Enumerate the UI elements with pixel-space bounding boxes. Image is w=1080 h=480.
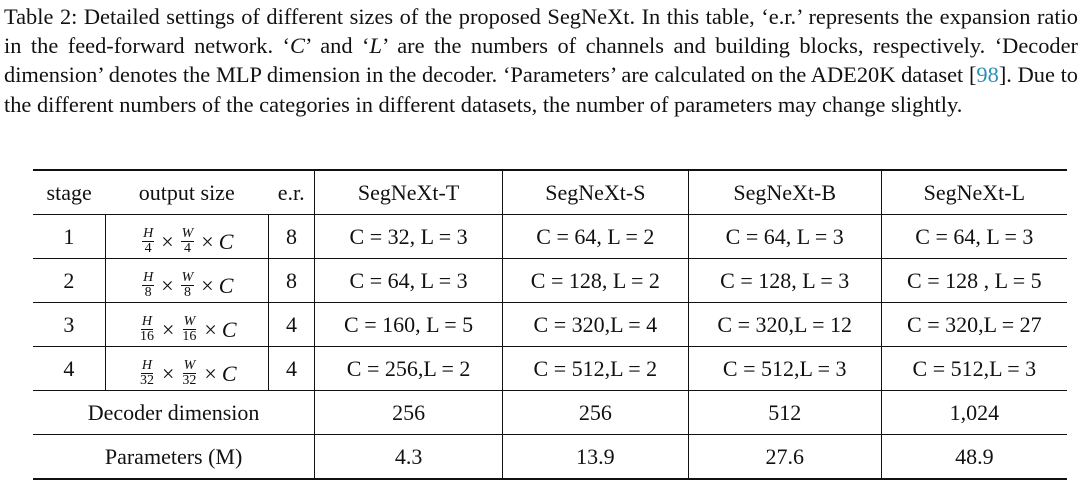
output-size-cell	[105, 303, 268, 347]
config-cell-s: C = 64, L = 2	[502, 215, 688, 259]
w-denominator: 16	[182, 329, 197, 344]
table-row	[33, 259, 1067, 303]
times-symbol: ×	[204, 316, 217, 342]
caption-text-4: ]. Due to the different numbers of the categories in different datasets, the number of parameters may change slightly.	[4, 62, 1078, 117]
header-stage: stage	[33, 170, 105, 215]
h-denominator: 16	[139, 329, 154, 344]
h-denominator: 4	[144, 241, 152, 256]
er-cell: 8	[268, 215, 314, 259]
config-cell-l: C = 128 , L = 5	[881, 259, 1067, 303]
parameters-value: 27.6	[688, 435, 881, 480]
er-cell: 4	[268, 303, 314, 347]
citation-link[interactable]: 98	[976, 62, 999, 88]
header-er: e.r.	[268, 170, 314, 215]
header-output-size: output size	[105, 170, 268, 215]
config-cell-l: C = 512,L = 3	[881, 347, 1067, 391]
output-size-cell	[105, 215, 268, 259]
table-header-row	[33, 170, 1067, 215]
h-numerator: H	[143, 226, 154, 241]
stage-cell: 4	[33, 347, 105, 391]
table-row	[33, 303, 1067, 347]
decoder-dimension-row	[33, 391, 1067, 435]
config-cell-t: C = 32, L = 3	[315, 215, 503, 259]
parameters-row	[33, 435, 1067, 480]
config-cell-b: C = 512,L = 3	[688, 347, 881, 391]
w-numerator: W	[181, 270, 194, 285]
header-model-b: SegNeXt-B	[688, 170, 881, 215]
output-size-cell	[105, 259, 268, 303]
c-symbol: C	[218, 272, 234, 298]
config-cell-s: C = 320,L = 4	[502, 303, 688, 347]
er-cell: 8	[268, 259, 314, 303]
decoder-dimension-label: Decoder dimension	[33, 391, 315, 435]
times-symbol: ×	[161, 360, 175, 386]
h-fraction	[142, 227, 154, 256]
caption-text-2: ’ and ‘	[304, 33, 370, 59]
config-cell-l: C = 320,L = 27	[881, 303, 1067, 347]
config-cell-t: C = 160, L = 5	[315, 303, 503, 347]
output-size-cell	[105, 347, 268, 391]
w-fraction	[181, 271, 195, 300]
header-model-s: SegNeXt-S	[502, 170, 688, 215]
w-numerator: W	[183, 358, 196, 373]
w-numerator: W	[183, 314, 196, 329]
h-numerator: H	[141, 358, 153, 373]
w-denominator: 32	[182, 373, 197, 388]
parameters-value: 4.3	[315, 435, 503, 480]
table-row	[33, 215, 1067, 259]
settings-table	[33, 169, 1067, 480]
config-cell-s: C = 512,L = 2	[502, 347, 688, 391]
caption-text-3: ’ are the numbers of channels and building blocks, respectively. ‘Decoder dimension’ denotes the MLP dimension in the decoder. ‘Parameters’ are calculated on the ADE20K dataset [	[4, 33, 1079, 88]
times-symbol: ×	[161, 272, 174, 298]
times-symbol: ×	[201, 228, 214, 254]
c-symbol: C	[221, 316, 237, 342]
config-cell-b: C = 128, L = 3	[688, 259, 881, 303]
config-cell-s: C = 128, L = 2	[502, 259, 688, 303]
h-denominator: 32	[139, 373, 154, 388]
decoder-dimension-value: 1,024	[881, 391, 1067, 435]
config-cell-t: C = 256,L = 2	[315, 347, 503, 391]
er-cell: 4	[268, 347, 314, 391]
times-symbol: ×	[161, 228, 174, 254]
caption-c-symbol: C	[290, 33, 305, 59]
stage-cell: 2	[33, 259, 105, 303]
parameters-label: Parameters (M)	[33, 435, 315, 480]
config-cell-b: C = 320,L = 12	[688, 303, 881, 347]
h-fraction	[139, 315, 155, 344]
stage-cell: 1	[33, 215, 105, 259]
h-denominator: 8	[144, 285, 152, 300]
h-numerator: H	[143, 270, 154, 285]
decoder-dimension-value: 256	[502, 391, 688, 435]
w-fraction	[181, 315, 197, 344]
h-fraction	[139, 359, 155, 388]
h-fraction	[142, 271, 154, 300]
header-model-t: SegNeXt-T	[315, 170, 503, 215]
table-caption	[4, 2, 1078, 119]
table-row	[33, 347, 1067, 391]
caption-l-symbol: L	[369, 33, 382, 59]
h-numerator: H	[141, 314, 153, 329]
times-symbol: ×	[161, 316, 175, 342]
w-denominator: 8	[183, 285, 191, 300]
stage-cell: 3	[33, 303, 105, 347]
parameters-value: 13.9	[502, 435, 688, 480]
times-symbol: ×	[204, 360, 217, 386]
decoder-dimension-value: 256	[315, 391, 503, 435]
parameters-value: 48.9	[881, 435, 1067, 480]
config-cell-l: C = 64, L = 3	[881, 215, 1067, 259]
header-model-l: SegNeXt-L	[881, 170, 1067, 215]
decoder-dimension-value: 512	[688, 391, 881, 435]
w-fraction	[181, 227, 195, 256]
config-cell-b: C = 64, L = 3	[688, 215, 881, 259]
c-symbol: C	[218, 228, 234, 254]
config-cell-t: C = 64, L = 3	[315, 259, 503, 303]
caption-text-1: Table 2: Detailed settings of different sizes of the proposed SegNeXt. In this table, ‘e.r.’ represents the expansion ratio in the feed-forward network. ‘	[4, 4, 1078, 59]
w-denominator: 4	[183, 241, 191, 256]
c-symbol: C	[221, 360, 237, 386]
w-fraction	[181, 359, 197, 388]
times-symbol: ×	[201, 272, 214, 298]
w-numerator: W	[181, 226, 194, 241]
